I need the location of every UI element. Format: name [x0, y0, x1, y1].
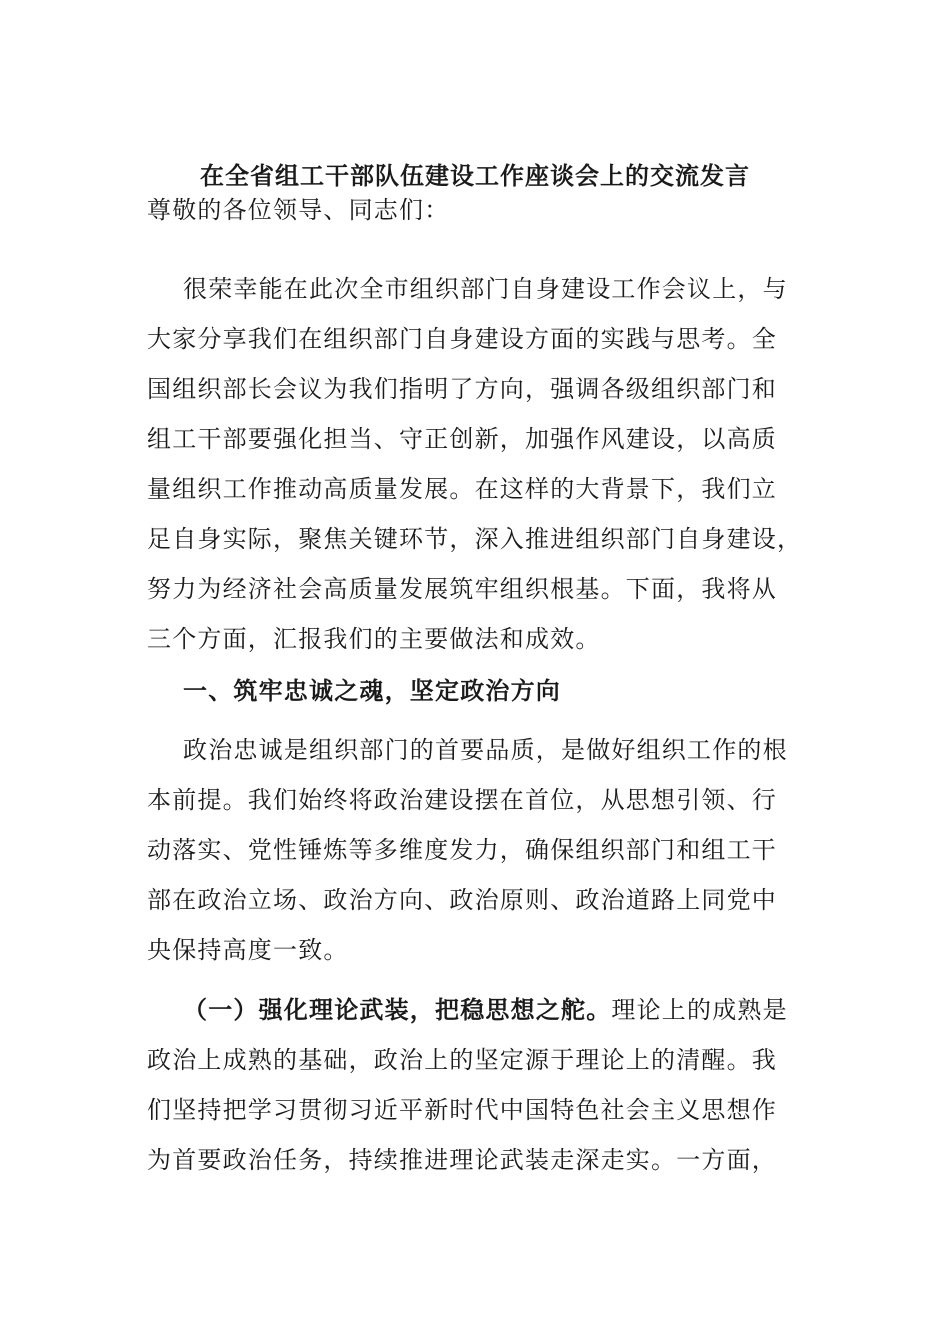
document-title: 在全省组工干部队伍建设工作座谈会上的交流发言	[200, 161, 750, 190]
paragraph-line: 大家分享我们在组织部门自身建设方面的实践与思考。全	[147, 325, 777, 353]
intro-paragraph	[147, 264, 803, 664]
subsection-heading: （一）强化理论武装，把稳思想之舵。	[183, 995, 612, 1024]
paragraph-line	[147, 985, 803, 1035]
section1-paragraph	[147, 725, 803, 975]
paragraph-line: 部在政治立场、政治方向、政治原则、政治道路上同党中	[147, 886, 777, 914]
paragraph-line: 政治忠诚是组织部门的首要品质，是做好组织工作的根	[183, 736, 788, 764]
paragraph-line: 努力为经济社会高质量发展筑牢组织根基。下面，我将从	[147, 575, 777, 603]
paragraph-line: 量组织工作推动高质量发展。在这样的大背景下，我们立	[147, 475, 777, 503]
salutation	[147, 185, 803, 235]
section-heading-text: 一、筑牢忠诚之魂，坚定政治方向	[183, 676, 561, 705]
paragraph-line: 政治上成熟的基础，政治上的坚定源于理论上的清醒。我	[147, 1046, 777, 1074]
paragraph-line: 为首要政治任务，持续推进理论武装走深走实。一方面，	[147, 1146, 777, 1174]
paragraph-line: 国组织部长会议为我们指明了方向，强调各级组织部门和	[147, 375, 777, 403]
section-heading	[147, 666, 803, 716]
paragraph-line: 央保持高度一致。	[147, 936, 349, 964]
paragraph-line: 三个方面，汇报我们的主要做法和成效。	[147, 625, 601, 653]
salutation-text: 尊敬的各位领导、同志们：	[147, 196, 450, 224]
paragraph-line: 们坚持把学习贯彻习近平新时代中国特色社会主义思想作	[147, 1096, 777, 1124]
paragraph-line: 很荣幸能在此次全市组织部门自身建设工作会议上，与	[183, 275, 788, 303]
paragraph-line: 动落实、党性锤炼等多维度发力，确保组织部门和组工干	[147, 836, 777, 864]
subsection-lead-rest: 理论上的成熟是	[611, 996, 788, 1024]
subsection1-paragraph	[147, 985, 803, 1185]
paragraph-line: 组工干部要强化担当、守正创新，加强作风建设，以高质	[147, 425, 777, 453]
paragraph-line: 本前提。我们始终将政治建设摆在首位，从思想引领、行	[147, 786, 777, 814]
paragraph-line: 足自身实际，聚焦关键环节，深入推进组织部门自身建设，	[147, 525, 803, 553]
